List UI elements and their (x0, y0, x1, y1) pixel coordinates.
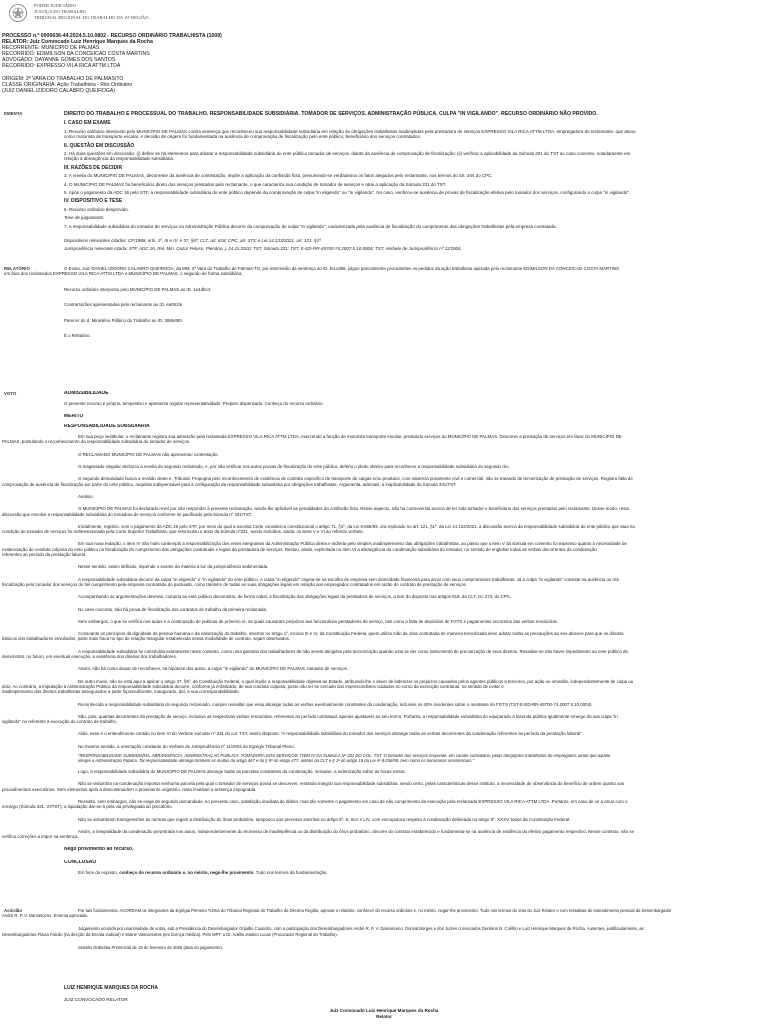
acordao-paragraph: Por tais fundamentos, ACORDAM os integrantes da Egrégia Primeira Turma do Tribunal Regional do Trabalho da Décima Região, aprovar o relatório, conhecer do recurso ordinário e, no mérito, negar-lhe provimento. Tudo nos termos do voto do Juiz Relator e com ressalvas de entendimento pessoal do Desembargador (78, 908, 672, 913)
ementa-paragraph: 2. Há duas questões em discussão: (i) definir se há elementos para afastar a responsabilidade subsidiária do ente público tomador de serviços, diante da ausência de comprovação de fiscalização; (ii) verificar a aplicabilidade da Súmula 331 do TST ao caso concreto, notadamente em (64, 150, 631, 156)
conclusao-decision: conheço do recurso ordinário e, no mérito, nego-lhe provimento (119, 870, 254, 876)
voto-paragraph: fiscalização pelo tomador dos serviços do fiel cumprimento pela empresa contratada do pactuado, como também de todas as suas obrigações legais em relação aos empregados contratados em razão do contrato de prestação de serviços. (2, 581, 467, 587)
ementa-paragraph: 4. O MUNICÍPIO DE PALMAS foi beneficiário direto dos serviços prestados pelo reclamante, o que caracteriza sua condição de tomador de serviços e atrai a aplicação da Súmula 331 do TST. (64, 181, 447, 187)
voto-paragraph: A responsabilidade subsidiária foi construída exatamente neste contexto, como uma garantia dos trabalhadores de não serem atingidos pela terceirização quando esta se der como instrumento de precarização de seus direitos. Ressalve-se não haver impedimento ao ente público de, (78, 648, 630, 654)
acordao-label: Acórdão (4, 908, 23, 913)
signer-name: LUIZ HENRIQUE MARQUES DA ROCHA (64, 985, 158, 991)
verbete-quote: "RESPONSABILIDADE SUBSIDIÁRIA. ABRANGÊNCIA. ADMINISTRAÇÃO PÚBLICA. TOMADORA DOS SERVIÇOS. ITEM IV DA SÚMULA Nº 331 DO COL. TST. O tomador dos serviços responde, em caráter subsidiário, pelas obrigações trabalhistas do empregador, ainda que aquele (78, 753, 611, 758)
voto-paragraph: Logo, a responsabilidade subsidiária do MUNICÍPIO DE PALMAS abrange todas as parcelas constantes da condenação, inclusive, a indenização sobre as horas extras. (78, 769, 406, 775)
relatorio-paragraph: Parecer do d. Ministério Público do Trabalho ao ID. 3886490. (64, 317, 183, 323)
voto-paragraph: Acompanhando as argumentações deveras, cumpria ao ente público demonstrar, de forma cabal, a fiscalização das obrigações legais da prestadora de serviços, a teor do disposto nos artigos 818, da CLT, c/c 373, do CPC. (78, 594, 512, 600)
voto-paragraph: O RECLAMADO MUNICÍPIO DE PALMAS não apresentou contestação. (78, 451, 219, 457)
ementa-paragraph: 7. A responsabilidade subsidiária do tomador de serviços na Administração Pública decorre da comprovação de culpa "in vigilando", caracterizada pela ausência de fiscalização do cumprimento das obrigações trabalhistas pela empresa contratada. (64, 223, 557, 229)
voto-paragraph: PALMAS, postulando o reconhecimento da responsabilidade subsidiária do tomador de serviços. (2, 439, 191, 445)
voto-paragraph: Sem embargos, o que se verifica nos autos é a continuação de práticas de primeiro ré, as quais causaram prejuízos aos funcionários prestadores de serviço, tais como a falta de depósitos de FGTS e pagamentos incorretos das verbas rescisórias. (78, 618, 559, 624)
voto-paragraph: O magistrado singular declarou a revelia do segundo reclamado, e, por não verificar nos autos provas de fiscalização do ente público, deferiu o pleito obreiro para reconhecer a responsabilidade subsidiária do segundo réu. (78, 464, 510, 470)
ementa-paragraph: 6. Recurso ordinário desprovido. (64, 206, 130, 212)
signer-role: JUIZ CONVOCADO RELATOR (64, 997, 128, 1002)
voto-paragraph: Ressalto, sem embargos, não se exige do segundo demandado, no presente caso, satisfação imediata do débito, mas tão somente o pagamento em caso de não cumprimento da execução pela reclamada EXPRESSO VILA RICA ATTM LTDA. Portanto, em caso de vir a arcar com o (78, 799, 628, 805)
letterhead-line-2: JUSTIÇA DO TRABALHO (34, 9, 86, 14)
ementa-heading-2: II. QUESTÃO EM DISCUSSÃO (64, 142, 135, 149)
relatorio-paragraph: Contrarrazões apresentadas pelo reclamante ao ID. ea061fe. (64, 302, 184, 308)
relator-line: RELATOR: Juiz Convocado Luiz Henrique Marques da Rocha (2, 39, 153, 46)
ementa-refs-dispositivos: Dispositivos relevantes citados: CF/1988, arts. 1º, III e IV, e 37, §6º; CLT, art. 818; CPC, art. 373; e Lei 14.133/2021, art. 121, §1º. (64, 237, 322, 243)
ementa-paragraph: relação à abrangência da responsabilidade subsidiária. (64, 156, 175, 162)
conclusao-heading: CONCLUSÃO (64, 859, 97, 865)
voto-paragraph: evidenciação de conduta culposa do ente público na fiscalização do cumprimento das obrigações contratuais e legais da prestadora de serviços. Restou, ainda, explicitada no item VI a abrangência da condenação subsidiária do tomador, no sentido de englobar todas as verbas decorrentes da condenação (2, 546, 597, 552)
footer-signature-role: Relator (376, 1014, 392, 1019)
letterhead-text (34, 3, 148, 21)
voto-paragraph: Não se vislumbra na condenação imposta nenhuma parcela pela qual o tomador de serviços possa se descrever, restando integral sua responsabilidade subsidiária, sendo certo, pelas características desse instituto, a necessidade de observância do benefício de ordem quanto aos (78, 781, 625, 787)
voto-paragraph: Reconhecida a responsabilidade subsidiária do segundo reclamado, cumpre ressaltar que essa abrange todas as verbas eventualmente constantes da condenação, inclusive os 40% incidentes sobre o montante do FGTS (TST-E-ED-RR-45700-74.2007.5.10.0004). (78, 701, 593, 707)
advogado-line: ADVOGADO: DAYANNE GOMES DOS SANTOS (2, 57, 116, 64)
voto-paragraph: básicos dos trabalhadores envolvidos, parte mais fraca no tipo de relação triangular estabelecida nessa modalidade de contrato, sejam observados. (2, 636, 291, 642)
juiz-line: (JUIZ DANIEL IZIDORO CALABRO QUEIROGA) (2, 87, 116, 94)
conclusao-paragraph (78, 870, 768, 875)
voto-label: VOTO (4, 391, 17, 396)
ementa-paragraph: 3. A revelia do MUNICÍPIO DE PALMAS, decorrente da ausência de contestação, impõe a aplicação da confissão ficta, presumindo-se verdadeiros os fatos alegados pelo reclamante, nos termos do art. 344 do CPC. (64, 173, 493, 179)
admissibilidade-heading: ADMISSIBILIDADE (64, 391, 109, 396)
voto-paragraph: No caso concreto, não há prova de fiscalização dos contratos de trabalho da primeira reclamada. (78, 606, 268, 612)
letterhead-line-3: TRIBUNAL REGIONAL DO TRABALHO DA 10ª REGIÃO (34, 15, 149, 20)
voto-paragraph: referentes ao período da prestação laboral. (2, 552, 87, 558)
ementa-paragraph: 1. Recurso ordinário interposto pelo MUNICÍPIO DE PALMAS contra sentença que reconheceu sua responsabilidade subsidiária em relação às obrigações trabalhistas inadimplidas pela prestadora de serviços EXPRESSO VILA RICA ATTM LTDA, empregadora do reclamante, que atuou (64, 128, 636, 134)
acordao-section (2, 908, 768, 950)
voto-paragraph: dolo. Ao contrário, a imputação à Administração Pública da responsabilidade subsidiária decorre, conforme já enfatizado, de sua conduta culposa, posto não ter se cercado dos imprescindíveis cuidados no curso da execução contratual, no sentido de evitar o (2, 683, 504, 689)
voto-paragraph: comprovação de ausência de fiscalização por parte do ente público, requisito indispensável para a configuração da responsabilidade subsidiária por obrigações trabalhistas. Argumenta, ademais, a inaplicabilidade da Súmula 331/TST. (2, 481, 457, 487)
ementa-heading-3: III. RAZÕES DE DECIDIR (64, 164, 123, 171)
voto-paragraph: encargo (Súmula 331, VI/TST), a liquidação dar-se-á pela via privilegiada do precatório. (2, 804, 173, 810)
ementa-title: DIREITO DO TRABALHO E PROCESSUAL DO TRABALHO. RESPONSABILIDADE SUBSIDIÁRIA. TOMADOR DE SERVIÇOS. ADMINISTRAÇÃO PÚBLICA. CULPA "IN VIGILANDO". RECURSO ORDINÁRIO NÃO PROVIDO. (64, 111, 598, 117)
responsabilidade-heading: RESPONSABILIDADE SUBSIDIÁRIA (64, 423, 150, 429)
process-number: PROCESSO n.º 0000636-44.2024.5.10.0802 - RECURSO ORDINÁRIO TRABALHISTA (1009) (2, 33, 222, 39)
process-header (2, 33, 362, 94)
acordao-paragraph: Desembargadoras Flávia Falcão (na direção da Escola Judicial) e Elaine Vasconcelos (em licença médica). Pelo MPT, o Dr. Adélio Justino Lucas (Procurador Regional do Trabalho). (2, 931, 338, 937)
voto-paragraph: Não se vislumbram transgressões às normas que regem a distribuição do ônus probatório, tampouco aos preceitos inscritos no artigo 5º, II, XLV e LIV, com escrupuloso respeito à condenação delineada no artigo 5º, XXXV, todos da Constituição Federal. (78, 816, 571, 822)
voto-paragraph: O segundo demandado busca a revisão deste e. Tribunal. Propugna pelo reconhecimento de existência de contrato específico de transporte de cargas e/ou produtos, com natureza puramente civil e comercial, não se tratando de terceirização de prestação de serviços. Registra falta de (78, 476, 633, 482)
relatorio-paragraph: Recurso ordinário interposto pelo MUNICÍPIO DE PALMAS ao ID. 1e4dbc4. (64, 286, 212, 292)
voto-paragraph: No mesmo sentido, a orientação constante do Verbete de Jurisprudência nº 11/2004 do Egrégio Tribunal Pleno: (78, 743, 295, 749)
voto-paragraph: Nesse sentido, assim definido, impende o exame da matéria à luz da jurisprudência sedimentada. (78, 564, 269, 570)
ementa-heading-4: IV. DISPOSITIVO E TESE (64, 198, 123, 205)
relatorio-label: RELATÓRIO (4, 266, 30, 271)
relatorio-section (4, 266, 768, 348)
relatorio-paragraph: em face dos reclamados EXPRESSO VILA RICA ATTM LTDA e MUNICÍPIO DE PALMAS, o segundo de forma subsidiária. (4, 271, 243, 277)
ementa-refs-jurisprudencia: Jurisprudência relevante citada: STF, ADC 16, Rel. Min. Cezar Peluso, Plenário, j. 24.11.2010; TST, Súmula 331; TST, E-ED-RR-45700-74.2007.5.10.0004; TST, Verbete de Jurisprudência nº 11/2004. (64, 246, 462, 252)
voto-paragraph: A responsabilidade subsidiária decorre da culpa "in eligendo" e "in vigilando" do ente público. A culpa "in eligendo" origina-se na escolha de empresa sem idoneidade financeira para arcar com seus compromissos trabalhistas. Já a culpa "in vigilando" consiste na ausência ou má (78, 576, 619, 582)
voto-paragraph: Inicialmente, registro, com o julgamento da ADC 16 pelo STF, por meio do qual a excelsa Corte considerou constitucional o artigo 71, §1º, da Lei 8.666/93, ora replicado no art. 121, §1º, da Lei 14.133/2021, a discussão acerca da responsabilidade subsidiária do ente público que atua na (78, 523, 635, 529)
ementa-label: EMENTA (4, 111, 23, 116)
voto-paragraph: De outro modo, não se está aqui a aplicar o artigo 37, §6º, da Constituição Federal, o qual impõe a responsabilidade objetiva ao Estado, atribuindo-lhe o dever de indenizar os prejuízos causados pelos agentes públicos a terceiros, por ação ou omissão, independentemente de culpa ou (78, 678, 634, 684)
voto-paragraph: Em sua peça vestibular, o reclamante registra sua admissão pela reclamada EXPRESSO VILA RICA ATTM LTDA, exercendo a função de motorista transporte escolar, prestando serviços ao MUNICÍPIO DE PALMAS. Descreve a prestação de serviços em favor do MUNICÍPIO DE (78, 434, 622, 440)
coat-of-arms-icon (8, 3, 28, 23)
classe-line: CLASSE ORIGINÁRIA: Ação Trabalhista - Rito Ordinário (2, 81, 133, 88)
final-decision: Nego provimento ao recurso. (64, 846, 134, 852)
voto-paragraph: condição de tomador de serviços foi redimensionada pela Corte Superior Trabalhista, que reformulou o texto da Súmula nº331, sendo incluídos, ainda, os itens V e VI ao referido verbete. (2, 529, 365, 535)
voto-paragraph: São, pois, quantas decorrentes da prestação de serviço, inclusive as respectivas verbas rescisórias, referentes ao período contratual, apenas ajustaveis ao seu termo. Portanto, a responsabilidade subsidiária do equiparado à fazenda pública igualmente emerge da sua culpa "in (78, 713, 618, 719)
voto-section (2, 391, 768, 875)
voto-paragraph: Consoante os princípios da dignidade da pessoa humana e da valorização do trabalho, insertos no artigo 1º, incisos III e IV, da Constituição Federal, quem utiliza mão de obra contratada de maneira terceirizada deve adotar todas as precauções ao seu alcance para que os direitos (78, 631, 624, 637)
relatorio-paragraph: O Exmo. Juiz DANIEL IZIDORO CALABRO QUEIROGA, da MM. 2ª Vara do Trabalho de Palmas-TO, por intermédio da sentença ao ID. fe1cd96, julgou parcialmente procedentes os pedidos da ação trabalhista ajuizada pelo reclamante EDIMILSON DA CONCEICAO COSTA MARTINS (64, 266, 620, 271)
ementa-section (64, 111, 768, 255)
voto-paragraph: Assim, não há como deixar de reconhecer, na hipótese dos autos, a culpa "in vigilando" do MUNICÍPIO DE PALMAS, tomador de serviços. (78, 666, 349, 672)
voto-paragraph: demonstrar, no futuro, em eventual execução, a existência dos direitos dos trabalhadores. (2, 654, 177, 660)
recorrido-line-2: RECORRIDO: EXPRESSO VILA RICA ATTM LTDA (2, 63, 121, 70)
letterhead-line-1: PODER JUDICIÁRIO (34, 3, 76, 8)
recorrido-line-1: RECORRIDO: EDIMILSON DA CONCEICAO COSTA MARTINS (2, 51, 150, 58)
voto-paragraph: vigilando" no referente à execução do contrato de trabalho. (2, 719, 118, 725)
ementa-tese-label: Tese de julgamento: (64, 215, 105, 221)
voto-paragraph: inadimplemento dos direitos trabalhistas assegurados à parte hipossuficiente, inaugurado, daí, a sua correspondabilidade. (2, 689, 240, 695)
acordao-paragraph: Julgamento ocorrido por unanimidade de votos, sob a Presidência do Desembargador Grijalbo Coutinho, com a participação dos Desembargadores André R. P. V. Damasceno, Dorival Borges e dos Juízes convocados Denilson B. Coêlho e Luiz Henrique Marques da Rocha. Ausentes, justificadamente, as (78, 926, 644, 932)
footer-signature-name: Juiz Convocado Luiz Henrique Marques da Rocha (329, 1008, 439, 1013)
merito-heading: MÉRITO (64, 413, 84, 419)
relatorio-paragraph: É o Relatório. (64, 333, 91, 339)
voto-paragraph: Em sua nova redação, o item IV não mais contempla a responsabilização dos entes integrantes da Administração Pública direta e indireta pelo simples inadimplemento das obrigações trabalhistas, ao passo que o item V da súmula em comento foi expresso quanto à necessidade de (78, 541, 627, 547)
voto-paragraph: procedimentos executórios. Sem elementos após a descontinuidem o provimento originário, resta imutável a sentença impugnada. (2, 786, 257, 792)
recorrente-line: RECORRENTE: MUNICIPIO DE PALMAS (2, 45, 100, 52)
ementa-paragraph: como motorista de transporte escolar. A decisão de origem foi fundamentada na ausência de comprovação de fiscalização pelo ente público, beneficiário dos serviços contratados. (64, 134, 421, 140)
voto-paragraph: O presente recurso é próprio, tempestivo e apresenta regular representatividade. Preparo dispensado. Conheço do recurso ordinário. (64, 401, 324, 407)
ementa-paragraph: 5. Após o julgamento da ADC 16 pelo STF, a responsabilidade subsidiária do ente público depende da comprovação de culpa "in eligendo" ou "in vigilando". No caso, verificou-se ausência de provas de fiscalização efetiva pelo tomador dos serviços, configurando a culpa "in vigilando". (64, 189, 631, 195)
ementa-heading-1: I. CASO EM EXAME (64, 120, 111, 127)
voto-paragraph: discussão que envolve a responsabilidade subsidiária do tomadora de serviços conforme se pacificado pela Súmula nº 331/TST. (2, 511, 253, 517)
conclusao-text: . Tudo nos termos da fundamentação. (253, 870, 328, 876)
origem-line: ORIGEM: 2ª VARA DO TRABALHO DE PALMAS/TO (2, 75, 124, 82)
voto-paragraph: Analiso. (78, 493, 94, 499)
acordao-paragraph: André R. P. V. Damasceno. Ementa aprovada. (2, 913, 88, 919)
voto-paragraph: Assim, a integralidade da condenação perpetrada nos autos, independentemente do momento de inadimplência ou da distribuição do ônus probatório, decorre do contrato estabelecido e fundamenta-se na ausência de evidência do efetivo pagamento respectivo. Nesse contexto, não se (78, 828, 635, 834)
acordao-session-date: Sessão Ordinária Presencial de 19 de fevereiro de 2025 (data do julgamento). (78, 944, 224, 950)
voto-paragraph: O MUNICÍPIO DE PALMAS foi declarado revel por não responder à presente reclamação, sendo-lhe aplicável as penalidades da confissão ficta. Nesse aspecto, não há controvérsia acerca de ter sido tomador e beneficiário dos serviços prestados pelo reclamante. Desse modo, resta (78, 506, 629, 512)
verbete-quote: integre a Administração Pública. Tal responsabilidade abrange também as multas do artigo 467 e do § 8º do artigo 477, ambos da CLT e § 1º do artigo 18 da Lei nº 8.036/90, bem como os honorários assistenciais." (78, 758, 475, 763)
conclusao-text: Em face do exposto, (78, 870, 120, 876)
voto-paragraph: verifica correções a impor na sentença. (2, 834, 79, 840)
voto-paragraph: Aliás, esse é o entendimento contido no item VI do Verbete sumular nº 331 do col. TST, assim disposto: "A responsabilidade subsidiária do tomador dos serviços abrange todas as verbas decorrentes da condenação referentes ao período da prestação laboral". (78, 731, 583, 737)
